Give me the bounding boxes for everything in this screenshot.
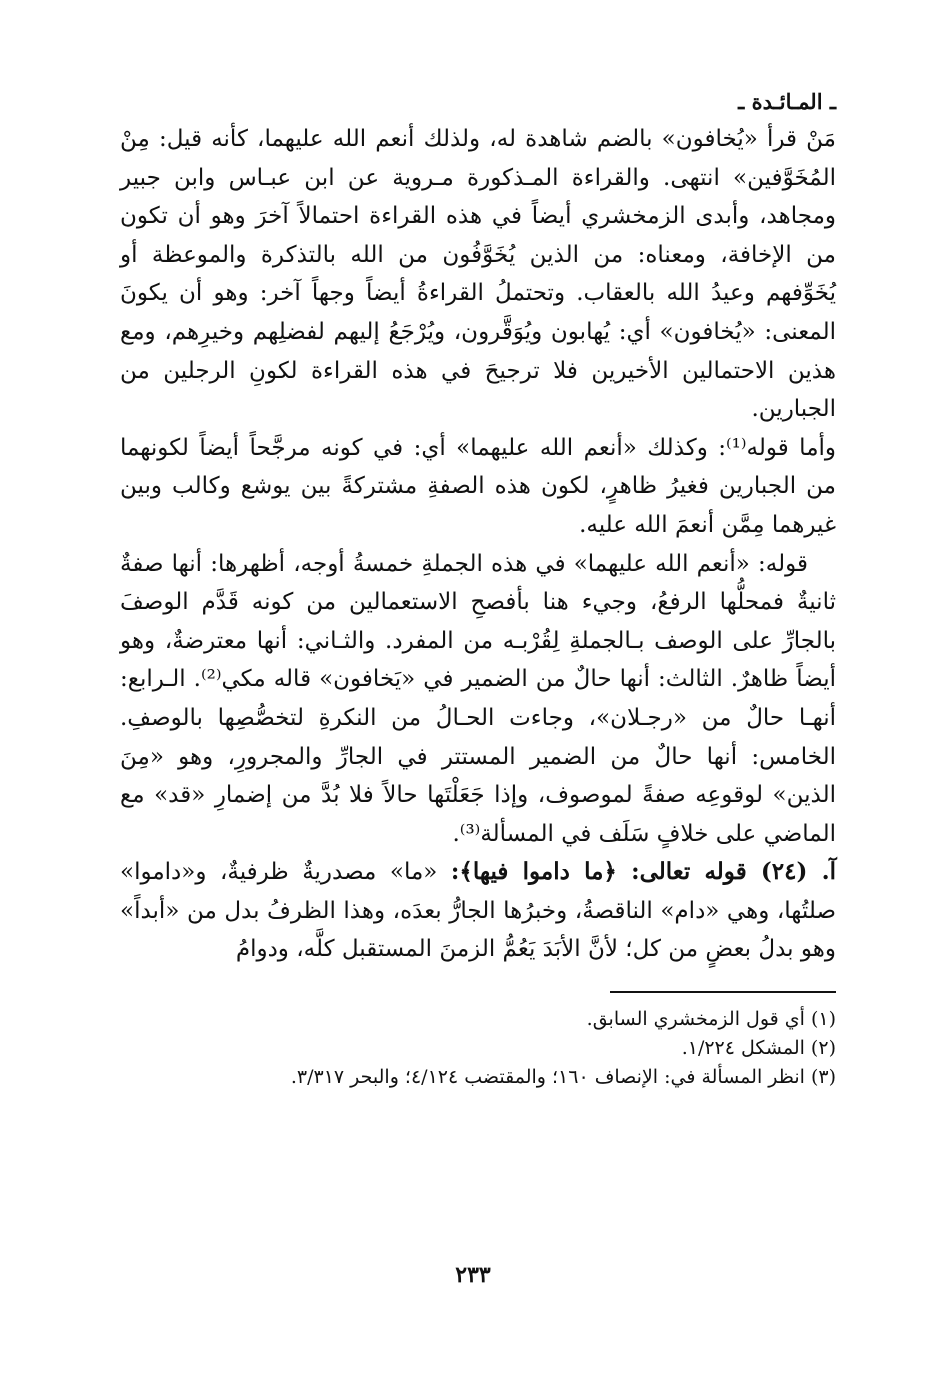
main-text	[120, 120, 836, 969]
verse-label: آ. (٢٤) قوله تعالى: ﴿ما داموا فيها﴾:	[450, 858, 837, 886]
paragraph-1: مَنْ قرأ «يُخافون» بالضم شاهدة له، ولذلك أنعم الله عليهما، كأنه قيل: مِنْ المُخَوَّفين» انتهى. والقراءة المـذكورة مـروية عن ابن عبـاس وابن جبير ومجاهد، وأبدى الزمخشري أيضاً في هذه القراءة احتمالاً آخرَ وهو أن تكون من الإخافة، ومعناه: من الذين يُخَوَّفُون من الله بالتذكرة والموعظة أو يُخَوِّفهم وعيدُ الله بالعقاب. وتحتملُ القراءةُ أيضاً وجهاً آخر: وهو أن يكونَ المعنى: «يُخافون» أي: يُهابون ويُوَقَّرون، ويُرْجَعُ إليهم لفضلِهم وخيرِهم، ومع هذين الاحتمالين الأخيرين فلا ترجيحَ في هذه القراءة لكونِ الرجلين من الجبارين.	[120, 126, 836, 423]
footnote-2: (٢) المشكل ١/٢٢٤.	[681, 1037, 836, 1060]
paragraph-3: قوله: «أنعم الله عليهما» في هذه الجملةِ خمسةُ أوجه، أظهرها: أنها صفةٌ ثانيةٌ فمحلُّها الرفعُ، وجيء هنا بأفصحِ الاستعمالين من كونه قَدَّم الوصفَ بالجارِّ على الوصف بـالجملةِ لِقُرْبـه من المفرد. والثـاني: أنها معترضةٌ، وهو أيضاً ظاهرٌ. الثالث: أنها حالٌ من الضمير في «يَخافون» قاله مكي⁽²⁾. الـرابع: أنهـا حالٌ من «رجـلان»، وجاءت الحـالُ من النكرةِ لتخصُّصِها بالوصفِ. الخامس: أنها حالٌ من الضمير المستتر في الجارِّ والمجرورِ، وهو «مِنَ الذين» لوقوعِه صفةً لموصوف، وإذا جَعَلْتَها حالاً فلا بُدَّ من إضمارِ «قد» مع الماضي على خلافٍ سَلَف في المسألة⁽³⁾.	[120, 550, 836, 847]
page-content	[120, 88, 836, 1092]
page-number: ٢٣٣	[455, 1262, 491, 1288]
running-header: ـ المـائـدة ـ	[738, 89, 836, 114]
footnote-divider	[610, 991, 836, 993]
verse-commentary: «ما» مصدريةٌ ظرفيةٌ، و«داموا» صلتُها، وهي «دام» الناقصةُ، وخبرُها الجارُّ بعدَه، وهذا الظرفُ بدل من «أبداً» وهو بدلُ بعضٍ من كل؛ لأنَّ الأبَدَ يَعُمُّ الزمنَ المستقبل كلَّه، ودوامُ	[120, 859, 836, 963]
footnote-1: (١) أي قول الزمخشري السابق.	[586, 1008, 836, 1031]
verse-paragraph	[120, 853, 836, 969]
footnotes	[120, 1005, 836, 1092]
footnote-3: (٣) انظر المسألة في: الإنصاف ١٦٠؛ والمقتضب ٤/١٢٤؛ والبحر ٣/٣١٧.	[290, 1066, 836, 1089]
paragraph-2: وأما قوله⁽¹⁾: وكذلك «أنعم الله عليهما» أي: في كونه مرجَّحاً أيضاً لكونهما من الجبارين فغيرُ ظاهرٍ، لكون هذه الصفةِ مشتركةً بين يوشع وكالب وبين غيرهما مِمَّن أنعمَ الله عليه.	[120, 434, 837, 538]
